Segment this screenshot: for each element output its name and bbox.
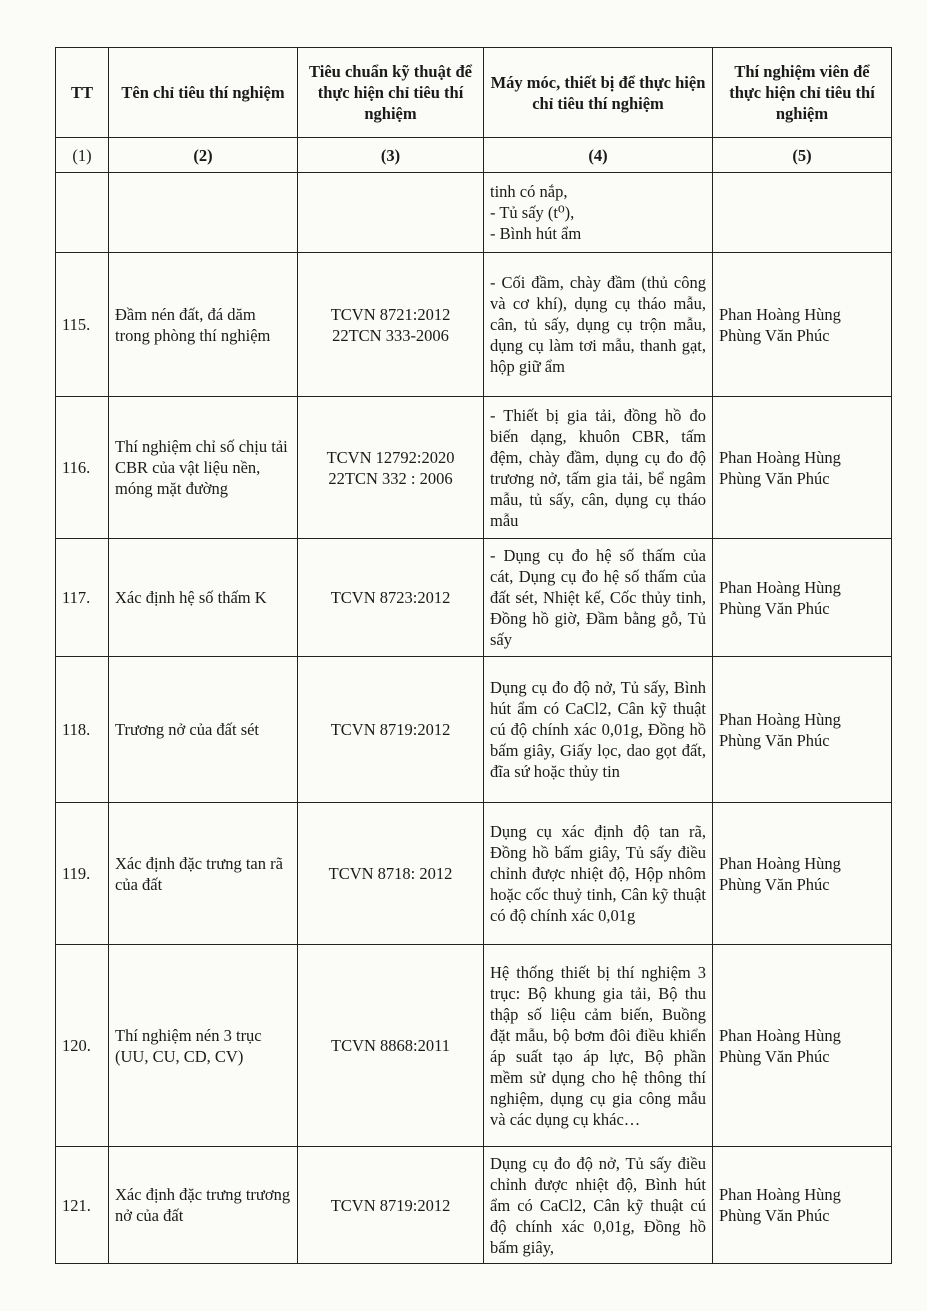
equipment-list: Dụng cụ xác định độ tan rã, Đồng hồ bấm giây, Tủ sấy điều chỉnh được nhiệt độ, Hộp nhôm hoặc cốc thuỷ tinh, Cân kỹ thuật có độ chính xác 0,01g bbox=[484, 803, 713, 945]
staff-cell bbox=[713, 803, 892, 945]
standard-code: TCVN 12792:2020 bbox=[326, 447, 455, 467]
standard-code: 22TCN 333-2006 bbox=[332, 325, 449, 345]
standard-code: TCVN 8718: 2012 bbox=[328, 864, 453, 883]
continuation-tt-cell bbox=[56, 173, 109, 253]
table-row bbox=[56, 803, 892, 945]
header-staff: Thí nghiệm viên để thực hiện chỉ tiêu thí nghiệm bbox=[713, 48, 892, 138]
standard-cell bbox=[298, 803, 484, 945]
staff-name: Phùng Văn Phúc bbox=[719, 874, 830, 894]
test-name: Xác định đặc trưng tan rã của đất bbox=[109, 803, 298, 945]
header-tt: TT bbox=[56, 48, 109, 138]
test-items-table bbox=[55, 47, 892, 1264]
continuation-row bbox=[56, 173, 892, 253]
equipment-list: - Cối đầm, chày đầm (thủ công và cơ khí), dụng cụ tháo mẫu, cân, tủ sấy, dụng cụ trộn mẫu, dụng cụ làm tơi mẫu, thanh gạt, hộp giữ ẩm bbox=[484, 253, 713, 397]
staff-name: Phan Hoàng Hùng bbox=[719, 1185, 841, 1204]
equipment-list: Dụng cụ đo độ nở, Tủ sấy điều chỉnh được nhiệt độ, Bình hút ẩm có CaCl2, Cân kỹ thuật cú độ chính xác 0,01g, Đồng hồ bấm giây, bbox=[484, 1147, 713, 1264]
column-number: (3) bbox=[298, 138, 484, 173]
standard-code: TCVN 8719:2012 bbox=[330, 1195, 451, 1215]
row-number: 115. bbox=[56, 253, 109, 397]
standard-code: 22TCN 332 : 2006 bbox=[328, 468, 453, 488]
equipment-list: - Dụng cụ đo hệ số thấm của cát, Dụng cụ đo hệ số thấm của đất sét, Nhiệt kế, Cốc thủy tinh, Đồng hồ giờ, Đầm bằng gỗ, Tủ sấy bbox=[484, 539, 713, 657]
row-number: 119. bbox=[56, 803, 109, 945]
column-number-row bbox=[56, 138, 892, 173]
row-number: 118. bbox=[56, 657, 109, 803]
test-name: Xác định hệ số thấm K bbox=[109, 539, 298, 657]
equipment-line: - Bình hút ẩm bbox=[490, 224, 582, 243]
staff-name: Phùng Văn Phúc bbox=[719, 730, 830, 750]
staff-cell bbox=[713, 397, 892, 539]
row-number: 120. bbox=[56, 945, 109, 1147]
continuation-name-cell bbox=[109, 173, 298, 253]
test-name: Đầm nén đất, đá dăm trong phòng thí nghiệm bbox=[109, 253, 298, 397]
standard-cell bbox=[298, 657, 484, 803]
standard-code: TCVN 8868:2011 bbox=[330, 1036, 450, 1055]
table-row bbox=[56, 657, 892, 803]
row-number: 116. bbox=[56, 397, 109, 539]
test-name: Thí nghiệm chỉ số chịu tải CBR của vật liệu nền, móng mặt đường bbox=[109, 397, 298, 539]
continuation-standard-cell bbox=[298, 173, 484, 253]
column-number: (4) bbox=[484, 138, 713, 173]
staff-cell bbox=[713, 657, 892, 803]
table-row bbox=[56, 945, 892, 1147]
standard-cell bbox=[298, 945, 484, 1147]
equipment-list: - Thiết bị gia tải, đồng hồ đo biến dạng, khuôn CBR, tấm đệm, chày đầm, dụng cụ đo độ trương nở, tấm gia tải, bể ngâm mẫu, tủ sấy, cân, dụng cụ tháo mẫu bbox=[484, 397, 713, 539]
column-number: (5) bbox=[713, 138, 892, 173]
staff-name: Phan Hoàng Hùng bbox=[719, 853, 841, 873]
standard-cell bbox=[298, 397, 484, 539]
equipment-line: tinh có nắp, bbox=[490, 182, 568, 201]
staff-name: Phùng Văn Phúc bbox=[719, 598, 830, 618]
staff-name: Phan Hoàng Hùng bbox=[719, 1025, 841, 1045]
row-number: 121. bbox=[56, 1147, 109, 1264]
row-number: 117. bbox=[56, 539, 109, 657]
staff-name: Phùng Văn Phúc bbox=[719, 1046, 830, 1066]
column-number: (2) bbox=[109, 138, 298, 173]
table-row bbox=[56, 253, 892, 397]
header-equipment: Máy móc, thiết bị để thực hiện chỉ tiêu thí nghiệm bbox=[484, 48, 713, 138]
staff-cell bbox=[713, 1147, 892, 1264]
equipment-line: - Tủ sấy (t⁰), bbox=[490, 203, 575, 222]
table-header-row bbox=[56, 48, 892, 138]
standard-cell bbox=[298, 253, 484, 397]
column-number: (1) bbox=[56, 138, 109, 173]
test-name: Trương nở của đất sét bbox=[109, 657, 298, 803]
standard-cell bbox=[298, 539, 484, 657]
header-test-name: Tên chỉ tiêu thí nghiệm bbox=[109, 48, 298, 138]
header-standard: Tiêu chuẩn kỹ thuật để thực hiện chỉ tiêu thí nghiệm bbox=[298, 48, 484, 138]
standard-code: TCVN 8723:2012 bbox=[330, 588, 451, 607]
staff-name: Phùng Văn Phúc bbox=[719, 468, 830, 488]
table-row bbox=[56, 397, 892, 539]
table-row bbox=[56, 1147, 892, 1264]
standard-code: TCVN 8719:2012 bbox=[330, 720, 451, 739]
test-name: Xác định đặc trưng trương nở của đất bbox=[109, 1147, 298, 1264]
staff-cell bbox=[713, 945, 892, 1147]
standard-cell bbox=[298, 1147, 484, 1264]
continuation-staff-cell bbox=[713, 173, 892, 253]
staff-name: Phan Hoàng Hùng bbox=[719, 304, 841, 324]
equipment-list: Dụng cụ đo độ nở, Tủ sấy, Bình hút ẩm có CaCl2, Cân kỹ thuật cú độ chính xác 0,01g, Đồng hồ bấm giây, Giấy lọc, dao gọt đất, đĩa sứ hoặc thủy tin bbox=[484, 657, 713, 803]
staff-cell bbox=[713, 253, 892, 397]
table-row bbox=[56, 539, 892, 657]
staff-name: Phan Hoàng Hùng bbox=[719, 709, 841, 729]
staff-name: Phùng Văn Phúc bbox=[719, 1206, 830, 1225]
test-name: Thí nghiệm nén 3 trục (UU, CU, CD, CV) bbox=[109, 945, 298, 1147]
continuation-equipment-cell bbox=[484, 173, 713, 253]
standard-code: TCVN 8721:2012 bbox=[330, 304, 451, 324]
equipment-list: Hệ thống thiết bị thí nghiệm 3 trục: Bộ khung gia tải, Bộ thu thập số liệu cảm biến, Buồng đặt mẫu, bộ bơm đôi điều khiển áp suất tạo áp lực, Bộ phần mềm sử dụng cho hệ thông thí nghiệm, dụng cụ gia công mẫu và các dụng cụ khác… bbox=[484, 945, 713, 1147]
staff-cell bbox=[713, 539, 892, 657]
staff-name: Phan Hoàng Hùng bbox=[719, 577, 841, 597]
staff-name: Phùng Văn Phúc bbox=[719, 325, 830, 345]
staff-name: Phan Hoàng Hùng bbox=[719, 447, 841, 467]
